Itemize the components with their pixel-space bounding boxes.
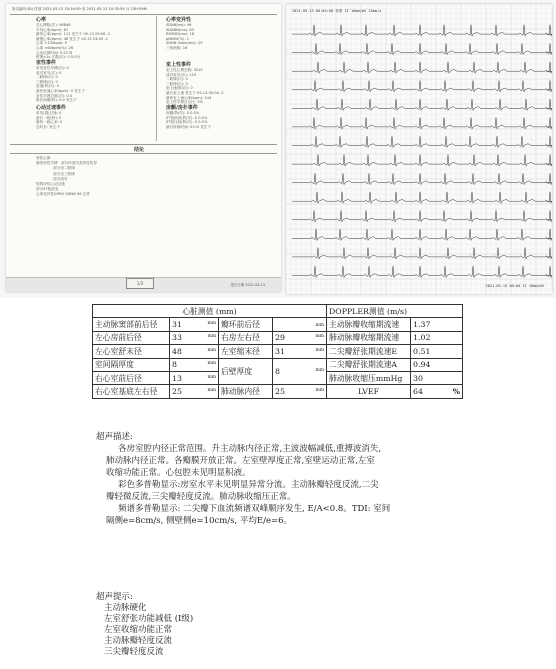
- value-cell: mm: [273, 318, 327, 331]
- ventricular-events-title: 室性事件: [36, 60, 57, 66]
- label-cell: 瓣环前后径: [219, 318, 273, 331]
- echo-measurement-table: [92, 304, 463, 399]
- ecg-header: 2021-05-13 00:04:00 导联 II 10mm/mV 25mm/s: [292, 9, 382, 13]
- table-row: [93, 318, 463, 331]
- value-cell: 29 mm: [273, 331, 327, 344]
- hrv-row: 三角指数: 16: [166, 46, 188, 50]
- label-cell: 室间隔厚度: [93, 358, 170, 371]
- ventricular-events-row: 三联律(次): 0: [36, 79, 58, 84]
- label-cell: 二尖瓣舒张期流速A: [327, 358, 411, 371]
- supraventricular-events-row: 最快室上速心率(bpm): 144: [166, 95, 212, 100]
- value-cell: 8 mm: [273, 358, 327, 385]
- label-cell: 主动脉窦部前后径: [93, 318, 170, 331]
- label-cell: 后壁厚度: [219, 358, 273, 385]
- label-cell: 右房左右径: [219, 331, 273, 344]
- hrv-row: SDANN(ms): 83: [166, 27, 194, 32]
- afib-events-title: 房颤/房扑事件: [166, 105, 198, 111]
- conclusion-row: 频发房性早搏 部分伴室内差异性传导: [36, 161, 97, 166]
- description-line: 各房室腔内径正常范围。升主动脉内径正常,主波波幅减低,重搏波消失,: [118, 444, 382, 454]
- report-photos: [0, 0, 556, 298]
- heart-rate-row: 平均心率(bpm): 67: [36, 27, 69, 32]
- table-row: [93, 331, 463, 344]
- description-line: 频谱多普勒显示: 二尖瓣下血流频谱双峰顺序发生, E/A<0.8。TDI: 室间: [118, 504, 391, 514]
- heart-rate-row: 心动过缓时间: 5:22 时: [36, 50, 73, 55]
- ventricular-events-row: 二联律(次): 0: [36, 75, 58, 80]
- supraventricular-events-title: 室上性事件: [166, 62, 192, 68]
- tachy-events-row: 单发(超)过速: 0: [36, 111, 62, 115]
- heart-rate-row: 停搏>2s 次数(次): 0 0.0分: [36, 55, 81, 60]
- value-cell: 0.94: [411, 358, 463, 371]
- label-cell: 左心室舒末径: [93, 345, 170, 358]
- description-line: 瓣轻微反流,三尖瓣轻度反流。肺动脉收缩压正常。: [106, 492, 296, 502]
- label-cell: 肺动脉收缩压mmHg: [327, 371, 411, 384]
- list-item: 主动脉瓣轻度反流: [104, 636, 173, 646]
- description-title: 超声描述:: [96, 432, 133, 442]
- tachy-events-row: 最长一段(秒): 0: [36, 115, 62, 120]
- list-item: 左室收缩功能正常: [104, 625, 173, 635]
- supraventricular-events-row: 三联律(次): 0: [166, 81, 188, 86]
- supraventricular-events-row: 室上速(阵/次): 0: [166, 86, 193, 91]
- value-cell: 33 mm: [170, 331, 219, 344]
- value-cell: 0.51: [411, 345, 463, 358]
- supraventricular-events-row: 二联律(次): 0: [166, 77, 188, 82]
- conclusion-row: 短阵房性心动过速: [36, 182, 65, 186]
- label-cell: 二尖瓣舒张期流速E: [327, 345, 411, 358]
- ventricular-events-row: 单发室性早搏(次): 0: [36, 66, 69, 70]
- conclusion-row: 部分呈二联律: [36, 166, 75, 171]
- hrv-title: 心率变异性: [166, 17, 192, 23]
- supraventricular-events-row: 成对室早(次): 119: [166, 72, 196, 77]
- label-cell: 肺动脉瓣收缩期流速: [327, 331, 411, 344]
- heart-rate-row: 最快心率(bpm): 111 发生于 05-13 05:56 -2: [36, 32, 111, 37]
- supraventricular-events-row: 室上性心搏总数: 3010: [166, 68, 203, 72]
- hrv-row: SDNN Index(ms): 29: [166, 41, 203, 46]
- table-row: [93, 345, 463, 358]
- value-cell: 1.02: [411, 331, 463, 344]
- summary-title: 超声提示:: [96, 592, 133, 602]
- divider: [10, 144, 277, 145]
- heart-rate-row: 心率 >100bpm: 9: [36, 41, 67, 46]
- ecg-traces: [286, 4, 552, 294]
- holter-footer: 报告日期 2021-05-13: [230, 283, 265, 287]
- conclusion-row: 部分呈三联律: [36, 171, 75, 176]
- ecg-strip-sheet: [286, 4, 552, 294]
- value-cell: 1.37: [411, 318, 463, 331]
- ventricular-events-row: 成对室早(次): 0: [36, 70, 62, 75]
- heart-rate-title: 心率: [36, 17, 47, 23]
- heart-rate-row: 心率 <60bpm(%): 26: [36, 46, 74, 50]
- label-cell: 左室缩末径: [219, 345, 273, 358]
- description-line: 肺动脉内径正常。各瓣膜开放正常。左室壁厚度正常,室壁运动正常,左室: [106, 456, 375, 466]
- holter-summary-sheet: [6, 4, 281, 292]
- label-cell: LVEF: [327, 385, 411, 398]
- divider: [156, 16, 157, 141]
- value-cell: 48 mm: [170, 345, 219, 358]
- label-cell: 右心室前后径: [93, 371, 170, 384]
- afib-events-row: 最长持续时间: 0:0:0 发生于: [166, 124, 212, 129]
- value-cell: 30: [411, 371, 463, 384]
- value-cell: 25 mm: [170, 385, 219, 398]
- divider: [10, 153, 277, 154]
- afib-events-row: ST段抬高(阵/次): 0 0.0%: [166, 115, 208, 120]
- conclusion-title: 结论: [134, 147, 145, 153]
- tachy-events-row: 总时长: 发生于: [36, 124, 60, 129]
- hrv-row: pNN50(%): 1: [166, 36, 190, 41]
- list-item: 主动脉硬化: [104, 603, 147, 613]
- value-cell: 25 mm: [273, 385, 327, 398]
- list-item: 三尖瓣轻度反流: [104, 647, 164, 657]
- ventricular-events-row: 室速(阵/次): 0: [36, 84, 60, 89]
- page-label: 1/3: [126, 278, 154, 289]
- label-cell: 主动脉瓣收缩期流速: [327, 318, 411, 331]
- ventricular-events-row: 最长间期(秒): 0.0 发生于: [36, 98, 77, 103]
- summary-list: [104, 603, 193, 658]
- conclusion-row: 部分成对: [36, 176, 68, 181]
- lvef-value-cell: 64 %: [411, 385, 463, 398]
- afib-events-row: ST段压低(阵/次): 0 0.0%: [166, 120, 208, 125]
- description-line: 收缩功能正常。心包腔未见明显积液。: [106, 468, 251, 478]
- holter-header: 姓名编号(ID) 性别 2021-05-12 10:34:59 至 2021-05-13 10:35:59 分 23H:59M: [12, 7, 147, 11]
- value-cell: 31 mm: [273, 345, 327, 358]
- label-cell: 左心房前后径: [93, 331, 170, 344]
- afib-events-row: 房颤(阵/次): 0 0.0%: [166, 111, 200, 115]
- ventricular-events-row: 室性早搏总数(次): 0.0: [36, 93, 73, 98]
- heart-rate-row: 最慢心率(bpm): 48 发生于 05-13 03:55 -2: [36, 36, 108, 41]
- holter-bottom-strip: [6, 277, 281, 292]
- hrv-row: RMSSD(ms): 18: [166, 32, 195, 37]
- divider: [10, 14, 277, 15]
- description-line: 隔侧e=8cm/s, 侧壁侧e=10cm/s, 平均E/e=6。: [106, 516, 293, 526]
- conclusion-row: 心率变异性(HRV) SDNN 96 正常: [36, 192, 90, 197]
- label-cell: 右心室基底左右径: [93, 385, 170, 398]
- heart-rate-row: 总心搏数(次): 98848: [36, 23, 71, 27]
- tachy-events-row: 最快一段心率: 0: [36, 120, 63, 125]
- supraventricular-events-row: 室上性早搏百分比: 3%: [166, 100, 203, 105]
- value-cell: 8 mm: [170, 358, 219, 371]
- description-line: 彩色多普勒显示:房室水平未见明显异常分流。主动脉瓣轻度反流,二尖: [118, 480, 379, 490]
- doppler-measurements-title: DOPPLER测值 (m/s): [327, 305, 463, 318]
- table-header-row: [93, 305, 463, 318]
- list-item: 左室舒张功能减低 (I级): [104, 614, 194, 624]
- hrv-row: SDNN(ms): 96: [166, 23, 192, 27]
- ventricular-events-row: 最快室速心率(bpm): 0 发生于: [36, 89, 85, 93]
- ecg-footer: 2021-05-13 00:04 II 10mm/mV: [485, 284, 544, 288]
- supraventricular-events-row: 最长室上速 发生于 05-13 00:04 -2: [166, 91, 224, 95]
- table-row: [93, 385, 463, 398]
- label-cell: 肺动脉内径: [219, 385, 273, 398]
- cardiac-measurements-title: 心脏测值 (mm): [93, 305, 327, 318]
- conclusion-row: 部分ST段改变: [36, 187, 59, 192]
- value-cell: 31 mm: [170, 318, 219, 331]
- value-cell: 13 mm: [170, 371, 219, 384]
- conclusion-row: 窦性心律: [36, 156, 51, 160]
- tachy-events-title: 心动过速事件: [36, 105, 67, 111]
- table-row: [93, 358, 463, 371]
